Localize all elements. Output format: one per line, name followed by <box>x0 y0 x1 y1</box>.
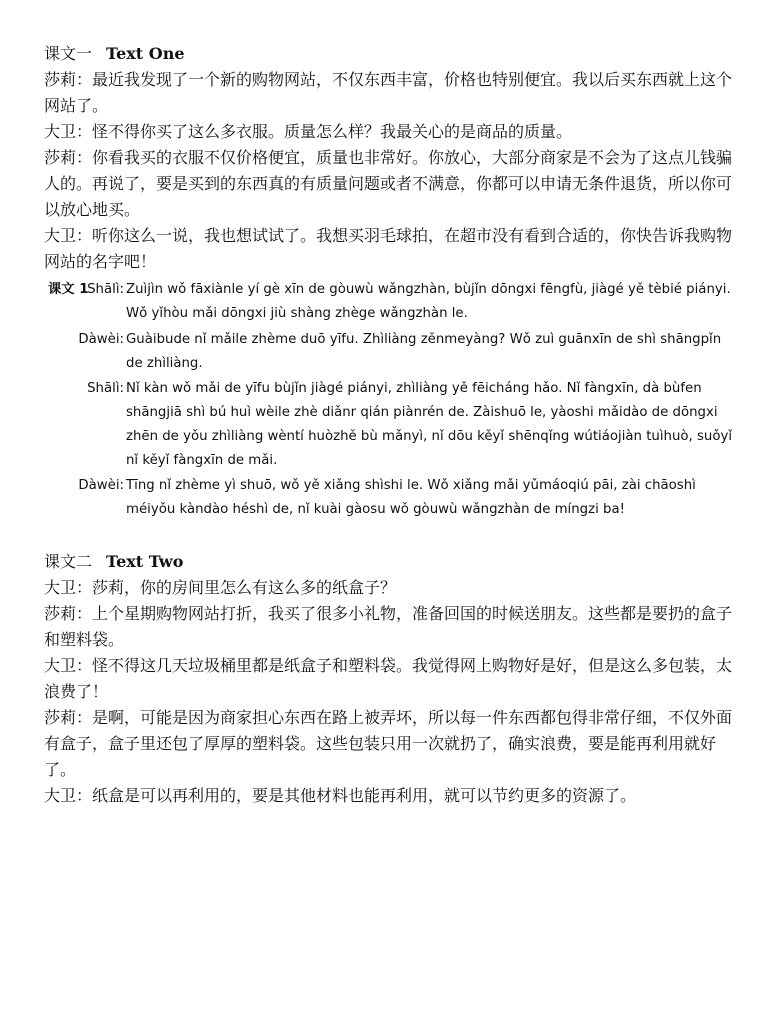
text-two-heading-en: Text Two <box>106 552 184 571</box>
pinyin-speaker: Dàwèi: <box>78 478 124 493</box>
dialogue-line: 大卫：纸盒是可以再利用的，要是其他材料也能再利用，就可以节约更多的资源了。 <box>44 786 637 805</box>
pinyin-text: Tīng nǐ zhème yì shuō, wǒ yě xiǎng shìshi le. Wǒ xiǎng mǎi yǔmáoqiú pāi, zài chāoshì méiyǒu kàndào héshì de, nǐ kuài gàosu wǒ gòuwù wǎngzhàn de míngzi ba! <box>126 478 696 517</box>
dialogue-line: 大卫：听你这么一说，我也想试试了。我想买羽毛球拍，在超市没有看到合适的，你快告诉我购物网站的名字吧！ <box>44 226 733 271</box>
text-one-section <box>44 41 734 275</box>
pinyin-section <box>48 278 738 522</box>
pinyin-text: Guàibude nǐ mǎile zhème duō yīfu. Zhìliàng zěnmeyàng? Wǒ zuì guānxīn de shì shāngpǐn de zhìliàng. <box>126 332 722 371</box>
text-one-heading-en: Text One <box>106 44 185 63</box>
pinyin-speaker: Shālì: <box>87 381 124 396</box>
dialogue-line: 莎莉：上个星期购物网站打折，我买了很多小礼物，准备回国的时候送朋友。这些都是要扔的盒子和塑料袋。 <box>44 604 733 649</box>
pinyin-lesson-label: 课文 1 <box>48 282 89 297</box>
dialogue-line: 莎莉：你看我买的衣服不仅价格便宜，质量也非常好。你放心，大部分商家是不会为了这点儿钱骗人的。再说了，要是买到的东西真的有质量问题或者不满意，你都可以申请无条件退货，所以你可以放心地买。 <box>44 148 733 219</box>
pinyin-row <box>87 377 736 473</box>
pinyin-speaker: Dàwèi: <box>78 332 124 347</box>
dialogue-line: 莎莉：是啊，可能是因为商家担心东西在路上被弄坏，所以每一件东西都包得非常仔细，不仅外面有盒子，盒子里还包了厚厚的塑料袋。这些包装只用一次就扔了，确实浪费，要是能再利用就好了。 <box>44 708 733 779</box>
dialogue-line: 大卫：怪不得你买了这么多衣服。质量怎么样？我最关心的是商品的质量。 <box>44 122 573 141</box>
pinyin-row <box>78 328 736 376</box>
text-two-section <box>44 549 734 809</box>
pinyin-text: Nǐ kàn wǒ mǎi de yīfu bùjǐn jiàgé piányi, zhìliàng yě fēicháng hǎo. Nǐ fàngxīn, dà bùfen shāngjiā shì bú huì wèile zhè diǎnr qián piànrén de. Zàishuō le, yàoshi mǎidào de dōngxi zhēn de yǒu zhìliàng wèntí huòzhě bù mǎnyì, nǐ dōu kěyǐ shēnqǐng wútiáojiàn tuìhuò, suǒyǐ nǐ kěyǐ fàngxīn de mǎi. <box>126 381 733 468</box>
dialogue-line: 大卫：怪不得这几天垃圾桶里都是纸盒子和塑料袋。我觉得网上购物好是好，但是这么多包装，太浪费了！ <box>44 656 733 701</box>
dialogue-line: 莎莉：最近我发现了一个新的购物网站，不仅东西丰富，价格也特别便宜。我以后买东西就上这个网站了。 <box>44 70 733 115</box>
pinyin-row <box>78 474 736 522</box>
text-one-heading-cn: 课文一 <box>44 44 93 63</box>
text-two-heading-cn: 课文二 <box>44 552 93 571</box>
pinyin-text: Zuìjìn wǒ fāxiànle yí gè xīn de gòuwù wǎngzhàn, bùjǐn dōngxi fēngfù, jiàgé yě tèbié piányi. Wǒ yǐhòu mǎi dōngxi jiù shàng zhège wǎngzhàn le. <box>126 282 731 321</box>
pinyin-row <box>87 278 736 326</box>
dialogue-line: 大卫：莎莉，你的房间里怎么有这么多的纸盒子？ <box>44 578 397 597</box>
text-one-heading <box>44 41 734 67</box>
text-two-heading <box>44 549 734 575</box>
pinyin-speaker: Shālì: <box>87 282 124 297</box>
